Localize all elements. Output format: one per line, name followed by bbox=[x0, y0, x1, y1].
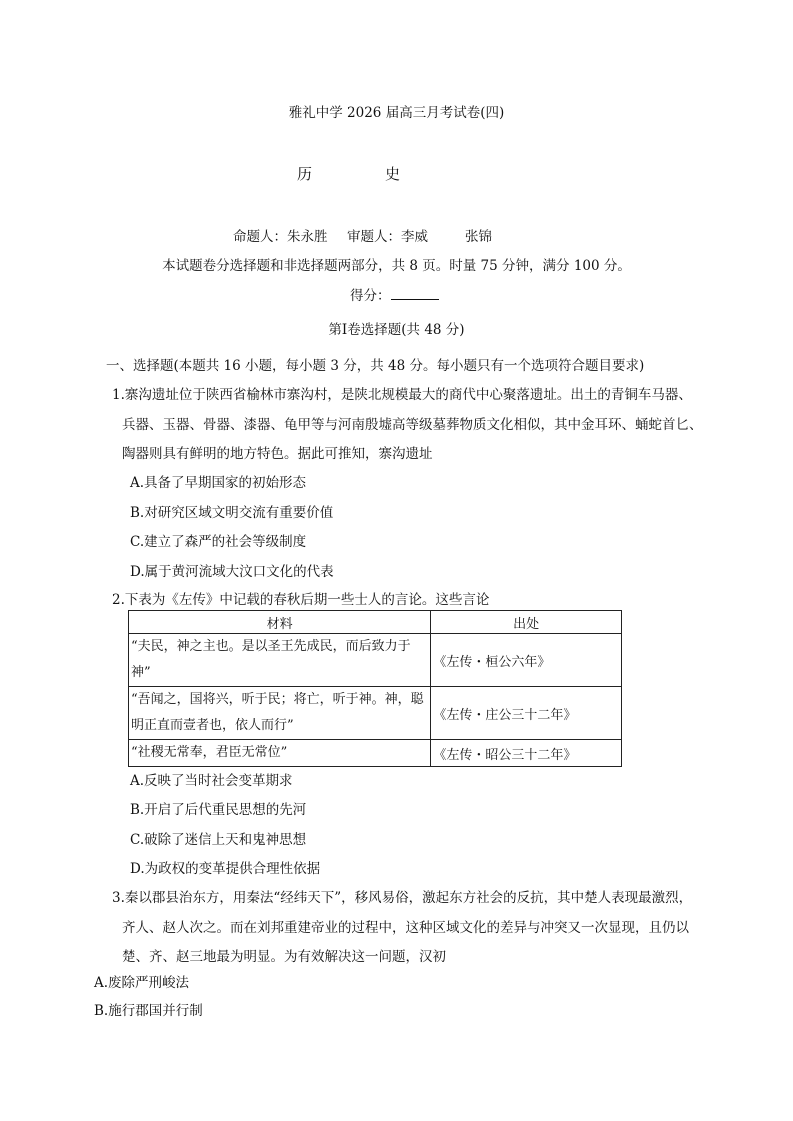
question-2-option-c: C.破除了迷信上天和鬼神思想 bbox=[130, 832, 307, 848]
subject-char-left: 历 bbox=[297, 165, 313, 183]
table-cell-material: “夫民，神之主也。是以圣王先成民，而后致力于神” bbox=[129, 634, 431, 687]
subject-char-right: 史 bbox=[385, 165, 401, 183]
table-cell-source: 《左传・昭公三十二年》 bbox=[431, 740, 622, 767]
section-instructions: 一、选择题(本题共 16 小题，每小题 3 分，共 48 分。每小题只有一个选项符合题目要求) bbox=[106, 358, 645, 374]
question-2-option-d: D.为政权的变革提供合理性依据 bbox=[130, 861, 321, 877]
table-row bbox=[129, 740, 622, 767]
question-1-option-c: C.建立了森严的社会等级制度 bbox=[130, 534, 307, 550]
question-3-line-1: 3.秦以郡县治东方，用秦法“经纬天下”，移风易俗，激起东方社会的反抗，其中楚人表现最激烈， bbox=[112, 890, 693, 906]
question-1-option-b: B.对研究区域文明交流有重要价值 bbox=[130, 505, 334, 521]
setter-label: 命题人：朱永胜 bbox=[233, 229, 328, 245]
question-1-line-1: 1.寨沟遗址位于陕西省榆林市寨沟村，是陕北规模最大的商代中心聚落遗址。出土的青铜车马器、 bbox=[112, 387, 692, 403]
table-row bbox=[129, 634, 622, 687]
score-blank bbox=[391, 285, 439, 300]
table-header-material: 材料 bbox=[129, 611, 431, 634]
table-row bbox=[129, 687, 622, 740]
question-3-option-b: B.施行郡国并行制 bbox=[94, 1003, 203, 1019]
table-header-row bbox=[129, 611, 622, 634]
table-cell-material: “吾闻之，国将兴，听于民；将亡，听于神。神，聪明正直而壹者也，依人而行” bbox=[129, 687, 431, 740]
question-1-option-a: A.具备了早期国家的初始形态 bbox=[130, 475, 307, 491]
table-cell-source: 《左传・庄公三十二年》 bbox=[431, 687, 622, 740]
table-cell-source: 《左传・桓公六年》 bbox=[431, 634, 622, 687]
section-title: 第Ⅰ卷选择题(共 48 分) bbox=[328, 322, 465, 338]
question-2-option-b: B.开启了后代重民思想的先河 bbox=[130, 802, 307, 818]
question-3-line-3: 楚、齐、赵三地最为明显。为有效解决这一问题，汉初 bbox=[122, 949, 446, 965]
question-2-option-a: A.反映了当时社会变革期求 bbox=[130, 773, 293, 789]
reviewer-label: 审题人：李威 bbox=[347, 229, 428, 245]
exam-title: 雅礼中学 2026 届高三月考试卷(四) bbox=[288, 105, 505, 121]
question-1-option-d: D.属于黄河流域大汶口文化的代表 bbox=[130, 564, 334, 580]
score-field bbox=[350, 284, 439, 304]
question-3-option-a: A.废除严刑峻法 bbox=[94, 975, 190, 991]
question-2-line-1: 2.下表为《左传》中记载的春秋后期一些士人的言论。这些言论 bbox=[112, 592, 490, 608]
score-label: 得分： bbox=[350, 288, 391, 304]
question-1-line-2: 兵器、玉器、骨器、漆器、龟甲等与河南殷墟高等级墓葬物质文化相似，其中金耳环、蛹蛇首匕、 bbox=[122, 417, 703, 433]
exam-instructions: 本试题卷分选择题和非选择题两部分，共 8 页。时量 75 分钟，满分 100 分。 bbox=[162, 258, 631, 274]
reviewer-second: 张锦 bbox=[465, 229, 492, 245]
source-table bbox=[128, 610, 622, 767]
table-header-source: 出处 bbox=[431, 611, 622, 634]
question-1-line-3: 陶器则具有鲜明的地方特色。据此可推知，寨沟遗址 bbox=[122, 446, 433, 462]
table-cell-material: “社稷无常奉，君臣无常位” bbox=[129, 740, 431, 767]
question-3-line-2: 齐人、赵人次之。而在刘邦重建帝业的过程中，这种区域文化的差异与冲突又一次显现，且仍以 bbox=[122, 920, 689, 936]
